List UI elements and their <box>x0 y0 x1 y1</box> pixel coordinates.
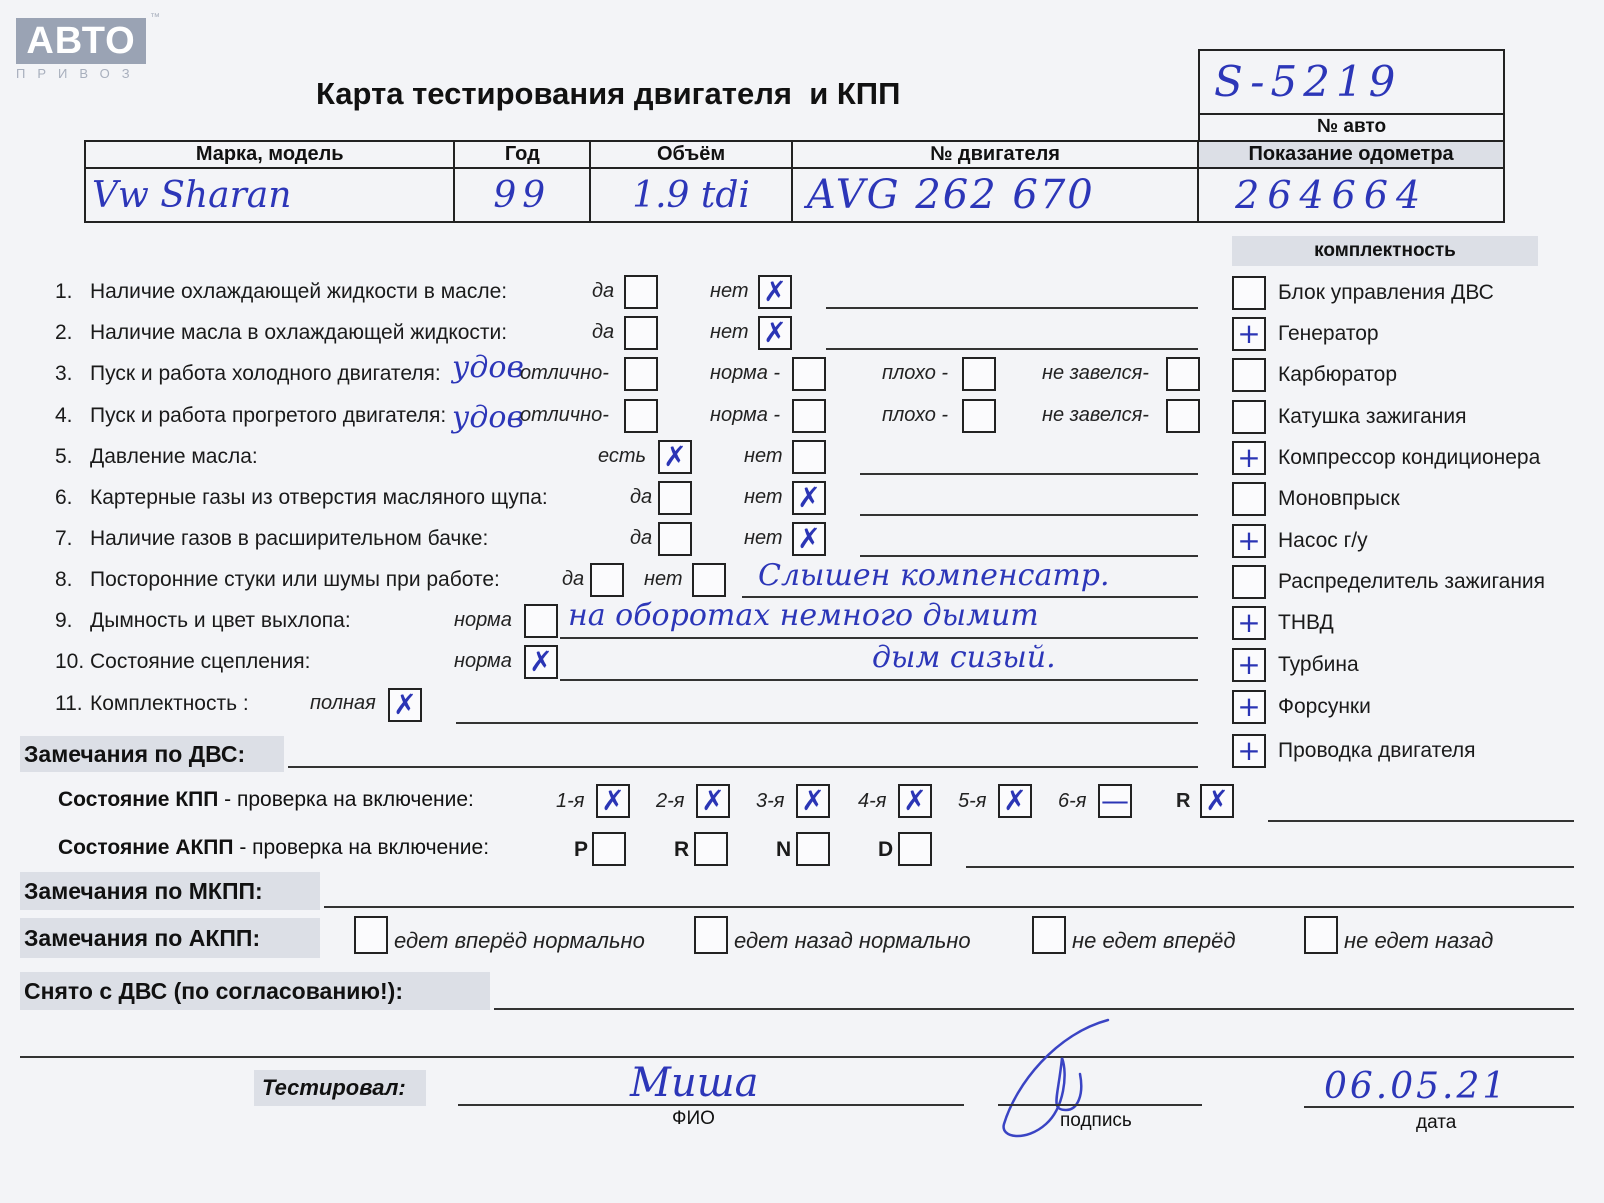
q8-number: 8. <box>55 568 73 591</box>
completeness-item <box>1232 524 1592 558</box>
col-engine-number: № двигателя <box>792 141 1198 168</box>
kpp-note-line <box>1268 820 1574 822</box>
value-year: 99 <box>454 168 590 222</box>
q4-opt-nostart: не завелся- <box>1042 404 1149 426</box>
col-volume: Объём <box>590 141 792 168</box>
q5-yes-checkbox[interactable]: ✗ <box>658 440 692 474</box>
q5-no-checkbox[interactable] <box>792 440 826 474</box>
mkpp-remarks-line <box>324 906 1574 908</box>
vehicle-table <box>84 140 1505 223</box>
akpp-forward-ok-label: едет вперёд нормально <box>394 928 645 953</box>
q5-no-label: нет <box>744 445 783 467</box>
removed-line-2 <box>20 1056 1574 1058</box>
completeness-label: Моновпрыск <box>1278 487 1400 510</box>
auto-number-value: S-5219 <box>1214 57 1402 106</box>
logo <box>16 12 160 81</box>
kpp-gear-label: 3-я <box>756 790 785 812</box>
tested-label: Тестировал: <box>254 1070 426 1106</box>
completeness-label: Форсунки <box>1278 695 1371 718</box>
q6-label: Картерные газы из отверстия масляного щупа: <box>90 486 548 509</box>
q5-number: 5. <box>55 445 73 468</box>
completeness-item <box>1232 482 1592 516</box>
tester-name-line <box>458 1104 964 1106</box>
q2-yes-label: да <box>592 321 615 343</box>
completeness-checkbox[interactable]: + <box>1232 734 1266 768</box>
q1-label: Наличие охлаждающей жидкости в масле: <box>90 280 508 303</box>
completeness-label: Блок управления ДВС <box>1278 281 1494 304</box>
akpp-remarks-label: Замечания по АКПП: <box>20 918 320 958</box>
value-engine-number: AVG 262 670 <box>792 168 1198 222</box>
q9-note-line <box>560 637 1198 639</box>
q10-number: 10. <box>55 650 85 673</box>
q3-number: 3. <box>55 362 73 385</box>
completeness-label: Распределитель зажигания <box>1278 570 1546 593</box>
q5-label: Давление масла: <box>90 445 258 468</box>
q6-note-line <box>860 514 1198 516</box>
completeness-item <box>1232 400 1592 434</box>
akpp-reverse-ok-checkbox[interactable] <box>694 916 728 954</box>
q6-number: 6. <box>55 486 73 509</box>
kpp-gear-label: 1-я <box>556 790 585 812</box>
akpp-label-bold: Состояние АКПП <box>58 836 234 859</box>
completeness-label: Компрессор кондиционера <box>1278 446 1541 469</box>
q4-opt-excellent: отлично- <box>520 404 609 426</box>
q2-no-checkbox[interactable]: ✗ <box>758 316 792 350</box>
completeness-item <box>1232 358 1592 392</box>
akpp-gear-checkbox[interactable] <box>796 832 830 866</box>
dvs-remarks-label: Замечания по ДВС: <box>20 736 284 772</box>
q11-number: 11. <box>55 692 83 715</box>
removed-line <box>494 1008 1574 1010</box>
akpp-no-forward-checkbox[interactable] <box>1032 916 1066 954</box>
q7-number: 7. <box>55 527 73 550</box>
q7-yes-label: да <box>630 527 653 549</box>
q10-normal-label: норма <box>454 650 512 672</box>
q7-note-line <box>860 555 1198 557</box>
page-title: Карта тестирования двигателя и КПП <box>316 76 901 111</box>
q4-handwritten: удов <box>452 400 524 435</box>
q3-opt-nostart: не завелся- <box>1042 362 1149 384</box>
q8-yes-label: да <box>562 568 585 590</box>
kpp-gear-label: 5-я <box>958 790 987 812</box>
value-volume: 1.9 tdi <box>590 168 792 222</box>
q3-opt-normal: норма - <box>710 362 781 384</box>
q11-full-checkbox[interactable]: ✗ <box>388 688 422 722</box>
mkpp-remarks-label: Замечания по МКПП: <box>20 872 320 910</box>
akpp-forward-ok-checkbox[interactable] <box>354 916 388 954</box>
q9-note: на оборотах немного дымит <box>568 598 1039 633</box>
q9-normal-checkbox[interactable] <box>524 604 558 638</box>
q4-bad-checkbox[interactable] <box>962 399 996 433</box>
logo-tm: ™ <box>150 12 160 23</box>
kpp-gear-checkbox[interactable]: ✗ <box>596 784 630 818</box>
col-year: Год <box>454 141 590 168</box>
date-caption: дата <box>1416 1112 1457 1133</box>
completeness-item <box>1232 441 1592 475</box>
kpp-gear-checkbox[interactable]: ✗ <box>696 784 730 818</box>
q2-note-line <box>826 348 1198 350</box>
kpp-gear-label: R <box>1176 790 1191 812</box>
q8-no-checkbox[interactable] <box>692 563 726 597</box>
q6-no-checkbox[interactable]: ✗ <box>792 481 826 515</box>
q2-yes-checkbox[interactable] <box>624 316 658 350</box>
q8-label: Посторонние стуки или шумы при работе: <box>90 568 500 591</box>
q4-number: 4. <box>55 404 73 427</box>
q2-no-label: нет <box>710 321 749 343</box>
q8-note: Слышен компенсатр. <box>758 558 1110 593</box>
completeness-label: Турбина <box>1278 653 1359 676</box>
q8-no-label: нет <box>644 568 683 590</box>
dvs-remarks-line <box>288 766 1198 768</box>
q10-note-line <box>560 679 1198 681</box>
q4-normal-checkbox[interactable] <box>792 399 826 433</box>
q1-no-checkbox[interactable]: ✗ <box>758 275 792 309</box>
q7-yes-checkbox[interactable] <box>658 522 692 556</box>
q4-opt-normal: норма - <box>710 404 781 426</box>
completeness-checkbox[interactable] <box>1232 400 1266 434</box>
q4-excellent-checkbox[interactable] <box>624 399 658 433</box>
kpp-gear-checkbox[interactable]: ✗ <box>796 784 830 818</box>
completeness-item <box>1232 690 1592 724</box>
q7-no-label: нет <box>744 527 783 549</box>
completeness-item <box>1232 317 1592 351</box>
q4-opt-bad: плохо - <box>882 404 949 426</box>
akpp-no-reverse-checkbox[interactable] <box>1304 916 1338 954</box>
q9-label: Дымность и цвет выхлопа: <box>90 609 351 632</box>
q7-label: Наличие газов в расширительном бачке: <box>90 527 489 550</box>
completeness-checkbox[interactable] <box>1232 276 1266 310</box>
logo-badge: АВТО <box>16 18 146 64</box>
q10-normal-checkbox[interactable]: ✗ <box>524 645 558 679</box>
completeness-label: ТНВД <box>1278 611 1334 634</box>
kpp-gear-label: 6-я <box>1058 790 1087 812</box>
q6-yes-label: да <box>630 486 653 508</box>
completeness-checkbox[interactable]: + <box>1232 317 1266 351</box>
tester-name: Миша <box>630 1060 759 1106</box>
q3-normal-checkbox[interactable] <box>792 357 826 391</box>
akpp-gear-label: D <box>878 838 894 861</box>
completeness-item <box>1232 606 1592 640</box>
completeness-item <box>1232 276 1592 310</box>
q11-full-label: полная <box>310 692 376 714</box>
q1-number: 1. <box>55 280 73 303</box>
kpp-label-bold: Состояние КПП <box>58 788 219 811</box>
value-odometer: 264664 <box>1198 168 1504 222</box>
q9-normal-label: норма <box>454 609 512 631</box>
akpp-gear-checkbox[interactable] <box>592 832 626 866</box>
q2-label: Наличие масла в охлаждающей жидкости: <box>90 321 508 344</box>
completeness-checkbox[interactable] <box>1232 482 1266 516</box>
completeness-checkbox[interactable]: + <box>1232 648 1266 682</box>
q1-yes-label: да <box>592 280 615 302</box>
q7-no-checkbox[interactable]: ✗ <box>792 522 826 556</box>
akpp-reverse-ok-label: едет назад нормально <box>734 928 971 953</box>
col-make-model: Марка, модель <box>85 141 454 168</box>
q4-nostart-checkbox[interactable] <box>1166 399 1200 433</box>
q11-label: Комплектность : <box>90 692 249 715</box>
completeness-label: Насос г/у <box>1278 529 1368 552</box>
q1-note-line <box>826 307 1198 309</box>
signature-line <box>998 1104 1202 1106</box>
q2-number: 2. <box>55 321 73 344</box>
q3-opt-excellent: отлично- <box>520 362 609 384</box>
q10-label: Состояние сцепления: <box>90 650 311 673</box>
q3-handwritten: удов <box>452 350 524 385</box>
akpp-no-reverse-label: не едет назад <box>1344 928 1494 953</box>
kpp-label <box>58 788 474 812</box>
akpp-gear-label: P <box>574 838 589 861</box>
date-line <box>1304 1106 1574 1108</box>
q6-no-label: нет <box>744 486 783 508</box>
kpp-gear-label: 4-я <box>858 790 887 812</box>
col-odometer: Показание одометра <box>1198 141 1504 168</box>
akpp-gear-checkbox[interactable] <box>694 832 728 866</box>
logo-subtitle: ПРИВОЗ <box>16 66 142 81</box>
q3-bad-checkbox[interactable] <box>962 357 996 391</box>
q3-excellent-checkbox[interactable] <box>624 357 658 391</box>
q5-yes-label: есть <box>598 445 647 467</box>
completeness-checkbox[interactable]: + <box>1232 524 1266 558</box>
completeness-item <box>1232 734 1592 768</box>
q1-no-label: нет <box>710 280 749 302</box>
auto-number-box <box>1198 49 1505 141</box>
completeness-checkbox[interactable]: + <box>1232 690 1266 724</box>
kpp-gear-checkbox[interactable]: — <box>1098 784 1132 818</box>
completeness-label: Катушка зажигания <box>1278 405 1467 428</box>
auto-number-label: № авто <box>1316 116 1387 137</box>
completeness-checkbox[interactable]: + <box>1232 441 1266 475</box>
akpp-label <box>58 836 489 860</box>
completeness-label: Проводка двигателя <box>1278 739 1476 762</box>
value-make-model: Vw Sharan <box>85 168 454 222</box>
completeness-checkbox[interactable]: + <box>1232 606 1266 640</box>
completeness-item <box>1232 648 1592 682</box>
completeness-label: Генератор <box>1278 322 1379 345</box>
q5-note-line <box>860 473 1198 475</box>
completeness-title: комплектность <box>1232 236 1538 266</box>
tester-name-caption: ФИО <box>672 1108 715 1129</box>
akpp-gear-label: R <box>674 838 690 861</box>
kpp-gear-checkbox[interactable]: ✗ <box>1200 784 1234 818</box>
akpp-gear-label: N <box>776 838 792 861</box>
akpp-note-line <box>966 866 1574 868</box>
q6-yes-checkbox[interactable] <box>658 481 692 515</box>
q3-label: Пуск и работа холодного двигателя: <box>90 362 441 385</box>
auto-number-divider <box>1200 113 1503 115</box>
akpp-no-forward-label: не едет вперёд <box>1072 928 1236 953</box>
q4-label: Пуск и работа прогретого двигателя: <box>90 404 447 427</box>
signature-caption: подпись <box>1060 1110 1132 1131</box>
completeness-label: Карбюратор <box>1278 363 1398 386</box>
completeness-item <box>1232 565 1592 599</box>
q11-note-line <box>456 722 1198 724</box>
kpp-gear-checkbox[interactable]: ✗ <box>898 784 932 818</box>
q10-note: дым сизый. <box>872 640 1056 675</box>
akpp-label-rest: - проверка на включение: <box>233 836 490 859</box>
kpp-gear-label: 2-я <box>656 790 685 812</box>
q9-number: 9. <box>55 609 73 632</box>
completeness-checkbox[interactable] <box>1232 565 1266 599</box>
test-date: 06.05.21 <box>1324 1066 1509 1107</box>
q1-yes-checkbox[interactable] <box>624 275 658 309</box>
kpp-label-rest: - проверка на включение: <box>218 788 474 811</box>
akpp-gear-checkbox[interactable] <box>898 832 932 866</box>
completeness-checkbox[interactable] <box>1232 358 1266 392</box>
q3-opt-bad: плохо - <box>882 362 949 384</box>
kpp-gear-checkbox[interactable]: ✗ <box>998 784 1032 818</box>
removed-label: Снято с ДВС (по согласованию!): <box>20 972 490 1010</box>
q3-nostart-checkbox[interactable] <box>1166 357 1200 391</box>
q8-yes-checkbox[interactable] <box>590 563 624 597</box>
